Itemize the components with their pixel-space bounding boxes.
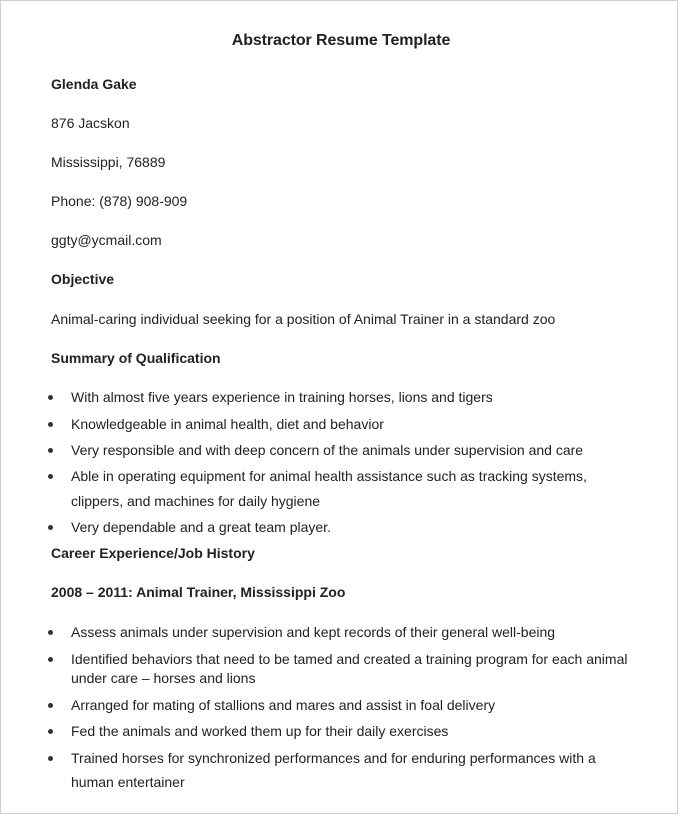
career-item: Trained horses for synchronized performances and for enduring performances with a (71, 750, 596, 766)
job-title: 2008 – 2011: Animal Trainer, Mississippi Zoo (51, 584, 346, 600)
career-item: Fed the animals and worked them up for their daily exercises (71, 723, 449, 739)
email-address: ggty@ycmail.com (51, 232, 162, 248)
bullet-icon (48, 729, 53, 734)
address-line-2: Mississippi, 76889 (51, 154, 166, 170)
bullet-icon (48, 395, 53, 400)
bullet-icon (48, 657, 53, 662)
bullet-icon (48, 422, 53, 427)
career-item: Arranged for mating of stallions and mares and assist in foal delivery (71, 697, 496, 713)
phone-number: Phone: (878) 908-909 (51, 193, 188, 209)
address-line-1: 876 Jacskon (51, 115, 130, 131)
summary-heading: Summary of Qualification (51, 350, 221, 366)
bullet-icon (48, 703, 53, 708)
summary-item: Able in operating equipment for animal health assistance such as tracking systems, (71, 468, 587, 484)
summary-item-continuation: clippers, and machines for daily hygiene (71, 493, 321, 509)
bullet-icon (48, 474, 53, 479)
summary-item: Very dependable and a great team player. (71, 519, 331, 535)
bullet-icon (48, 525, 53, 530)
bullet-icon (48, 756, 53, 761)
summary-item: Knowledgeable in animal health, diet and behavior (71, 416, 384, 432)
career-item: Assess animals under supervision and kept records of their general well-being (71, 624, 556, 640)
objective-heading: Objective (51, 271, 115, 287)
career-item: Identified behaviors that need to be tamed and created a training program for each animal (71, 651, 628, 667)
document-title: Abstractor Resume Template (231, 32, 451, 49)
career-heading: Career Experience/Job History (51, 545, 255, 561)
bullet-icon (48, 448, 53, 453)
summary-item: With almost five years experience in training horses, lions and tigers (71, 389, 493, 405)
bullet-icon (48, 630, 53, 635)
career-item-continuation: under care – horses and lions (71, 670, 256, 686)
objective-text: Animal-caring individual seeking for a position of Animal Trainer in a standard zoo (51, 311, 556, 327)
contact-name: Glenda Gake (51, 76, 137, 92)
career-item-continuation: human entertainer (71, 774, 185, 790)
summary-item: Very responsible and with deep concern of the animals under supervision and care (71, 442, 584, 458)
